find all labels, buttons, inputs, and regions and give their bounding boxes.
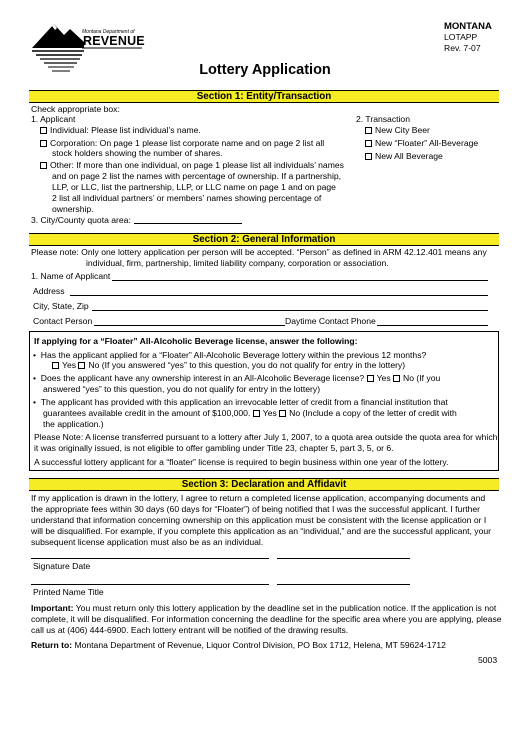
trans-new-all-beverage[interactable]: New All Beverage <box>365 151 443 161</box>
important-line-1: Important: You must return only this lottery application by the deadline set in the publication notice. If the application is not <box>31 603 497 613</box>
q3-yes-checkbox[interactable] <box>253 410 260 417</box>
applicant-label: 1. Applicant <box>31 114 76 124</box>
transfer-note-1: Please Note: A license transferred pursuant to a lottery after July 1, 2007, to a quota area outside the quota area for which <box>34 432 498 442</box>
printed-name-field[interactable] <box>31 584 269 585</box>
page-title: Lottery Application <box>199 62 331 78</box>
address-field[interactable] <box>70 295 488 296</box>
city-state-zip-field[interactable] <box>92 310 488 311</box>
corporation-text-2: stock holders showing the number of shares. <box>52 148 223 158</box>
other-text-2: and on page 2 list the names with percentage of ownership. If a partnership, <box>52 171 342 181</box>
other-text-4: 2 list all individual partners’ or members’ names showing percentage of <box>52 193 322 203</box>
daytime-phone-field[interactable] <box>377 325 488 326</box>
quota-area-field[interactable] <box>134 223 242 224</box>
city-state-zip-label: City, State, Zip <box>33 301 89 311</box>
daytime-phone-label: Daytime Contact Phone <box>285 316 376 326</box>
important-line-3: call us at (406) 444-6900. Each lottery entrant will be notified of the drawing results. <box>31 625 349 635</box>
important-line-2: complete, it will be disqualified. For information concerning the deadline for the specific area where you are applying, please <box>31 614 502 624</box>
person-note-2: individual, firm, partnership, limited liability company, corporation or association. <box>86 258 389 268</box>
printed-name-title-label: Printed Name Title <box>33 587 104 597</box>
floater-business-note: A successful lottery applicant for a “floater” license is required to begin business within one year of the lottery. <box>34 457 449 467</box>
option-other[interactable]: Other: If more than one individual, on page 1 please list all individuals’ names <box>40 160 344 170</box>
section3-heading: Section 3: Declaration and Affidavit <box>29 478 499 491</box>
quota-area-label: 3. City/County quota area: <box>31 215 131 225</box>
trans-new-floater[interactable]: New “Floater” All-Beverage <box>365 138 478 148</box>
logo-revenue-text: REVENUE <box>83 34 145 48</box>
check-box-prompt: Check appropriate box: <box>31 104 120 114</box>
q2-line-1[interactable]: • Does the applicant have any ownership interest in an All-Alcoholic Beverage license? Yes No (If you <box>33 373 441 383</box>
option-corporation[interactable]: Corporation: On page 1 please list corporate name and on page 2 list all <box>40 138 324 148</box>
trans-new-city-beer[interactable]: New City Beer <box>365 125 430 135</box>
state-label: MONTANA <box>444 21 492 32</box>
form-id-block <box>444 22 492 53</box>
title-field[interactable] <box>277 584 410 585</box>
other-checkbox[interactable] <box>40 162 47 169</box>
affidavit-line-3: understand that information concerning ownership on this application must be consistent with the license application or I <box>31 515 487 525</box>
q1-line-1: • Has the applicant applied for a “Floater” All-Alcoholic Beverage lottery within the previous 12 months? <box>33 350 427 360</box>
corporation-checkbox[interactable] <box>40 140 47 147</box>
section1-heading: Section 1: Entity/Transaction <box>29 90 499 103</box>
q3-line-1: • The applicant has provided with this application an irrevocable letter of credit from a financial institution that <box>33 397 448 407</box>
q1-no-checkbox[interactable] <box>78 362 85 369</box>
signature-date-field[interactable] <box>277 558 410 559</box>
address-label: Address <box>33 286 65 296</box>
form-code: LOTAPP <box>444 32 478 43</box>
option-individual[interactable]: Individual: Please list individual’s name. <box>40 125 201 135</box>
q2-line-2: answered “yes” to this question, you do not qualify for entry in the lottery) <box>43 384 321 394</box>
affidavit-line-4: will be disqualified. For example, if you complete this application as an “individual,” and are the successful applicant, your <box>31 526 492 536</box>
name-of-applicant-field[interactable] <box>112 280 488 281</box>
signature-date-label: Signature Date <box>33 561 91 571</box>
transfer-note-2: it was originally issued, is not eligible to offer gambling under Title 23, chapter 5, part 3, 5, or 6. <box>34 443 394 453</box>
individual-checkbox[interactable] <box>40 127 47 134</box>
person-note-1: Please note: Only one lottery application per person will be accepted. “Person” as defined in ARM 42.12.401 means any <box>31 247 487 257</box>
page-code: 5003 <box>478 655 498 665</box>
contact-person-field[interactable] <box>94 325 285 326</box>
other-text-5: ownership. <box>52 204 94 214</box>
affidavit-line-5: subsequent license application must also be as an individual. <box>31 537 264 547</box>
name-of-applicant-label: 1. Name of Applicant <box>31 271 111 281</box>
floater-heading: If applying for a “Floater” All-Alcoholic Beverage license, answer the following: <box>34 336 358 346</box>
q3-line-3: the application.) <box>43 419 104 429</box>
signature-field[interactable] <box>31 558 269 559</box>
section2-heading: Section 2: General Information <box>29 233 499 246</box>
affidavit-line-2: the appropriate fees within 30 days (60 days for “Floater”) of being notified that I was the successful applicant. I further <box>31 504 481 514</box>
affidavit-line-1: If my application is drawn in the lottery, I agree to return a completed license application, accompanying documents and <box>31 493 486 503</box>
q2-yes-checkbox[interactable] <box>367 375 374 382</box>
new-floater-checkbox[interactable] <box>365 140 372 147</box>
other-text-3: LLP, or LLC, list the partnership, LLP, or LLC name on page 1 and on page <box>52 182 336 192</box>
transaction-label: 2. Transaction <box>356 114 410 124</box>
q3-line-2[interactable]: guarantees available credit in the amount of $100,000. Yes No (Include a copy of the letter of credit with <box>43 408 457 418</box>
new-city-beer-checkbox[interactable] <box>365 127 372 134</box>
contact-person-label: Contact Person <box>33 316 93 326</box>
q1-yes-checkbox[interactable] <box>52 362 59 369</box>
q1-line-2[interactable]: Yes No (If you answered “yes” to this question, you do not qualify for entry in the lottery) <box>52 360 405 370</box>
logo-dept-text: Montana Department of <box>82 29 135 35</box>
q3-no-checkbox[interactable] <box>279 410 286 417</box>
return-to-line: Return to: Montana Department of Revenue, Liquor Control Division, PO Box 1712, Helena, MT 59624-1712 <box>31 640 446 650</box>
revision: Rev. 7-07 <box>444 42 481 53</box>
new-all-beverage-checkbox[interactable] <box>365 153 372 160</box>
q2-no-checkbox[interactable] <box>393 375 400 382</box>
